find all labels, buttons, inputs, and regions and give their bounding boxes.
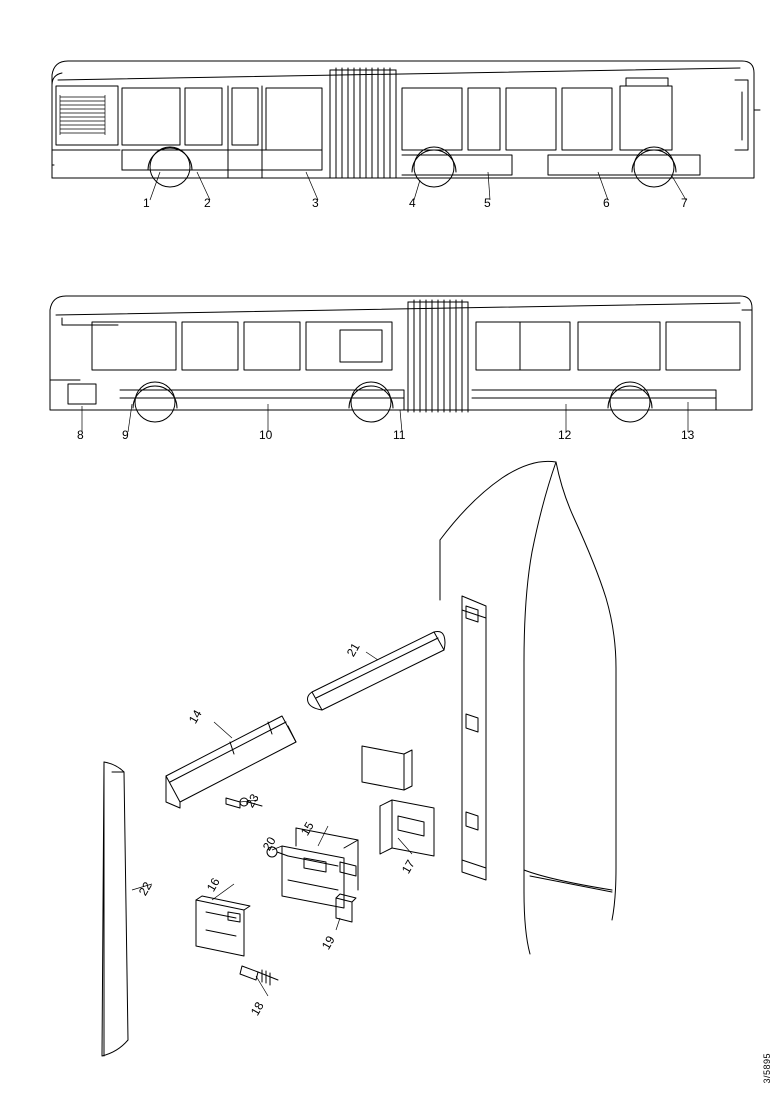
callout-14: 14	[185, 707, 205, 726]
callout-22: 22	[135, 879, 155, 898]
callout-5: 5	[484, 196, 491, 210]
callout-8: 8	[77, 428, 84, 442]
callout-2: 2	[204, 196, 211, 210]
callout-7: 7	[681, 196, 688, 210]
callout-4: 4	[409, 196, 416, 210]
callout-10: 10	[259, 428, 273, 442]
callout-12: 12	[558, 428, 572, 442]
view-exploded-assembly	[102, 461, 616, 1056]
callout-21: 21	[343, 640, 363, 659]
callout-20: 20	[259, 834, 279, 853]
callout-6: 6	[603, 196, 610, 210]
callout-16: 16	[203, 875, 223, 894]
callout-15: 15	[297, 819, 317, 838]
callout-9: 9	[122, 428, 129, 442]
view-right-side-elevation	[52, 61, 760, 200]
callout-17: 17	[398, 857, 418, 876]
callout-18: 18	[247, 999, 267, 1018]
sheet-code: 3/5895	[762, 1053, 772, 1084]
callout-1: 1	[143, 196, 150, 210]
callout-3: 3	[312, 196, 319, 210]
callout-19: 19	[318, 933, 338, 952]
callout-13: 13	[681, 428, 695, 442]
view-left-side-elevation	[50, 296, 752, 432]
callout-11: 11	[393, 428, 406, 442]
callout-23: 23	[242, 791, 262, 810]
